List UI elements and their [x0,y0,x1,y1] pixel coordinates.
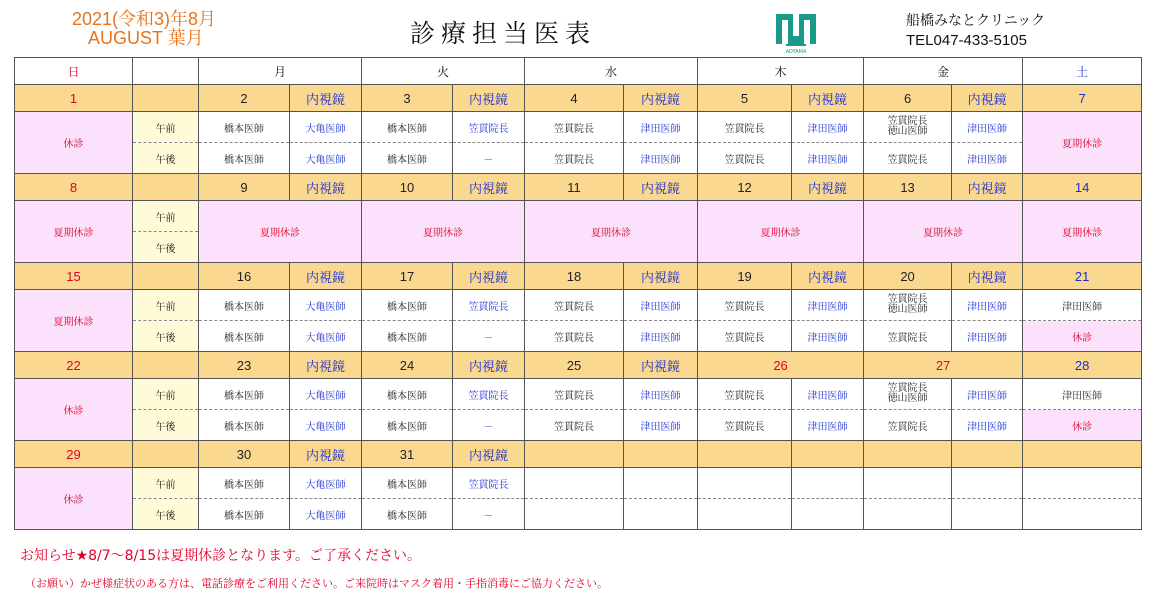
endoscopy-label: 内視鏡 [792,263,864,290]
endoscopy-label: 内視鏡 [792,85,864,112]
date-cell: 20 [864,263,952,290]
date-cell-empty [698,441,792,468]
endoscopy-label: 内視鏡 [290,85,362,112]
doctor-cell: 津田医師 [952,410,1023,441]
doctor-cell: 笠貫院長 [698,143,792,174]
date-cell-blank [133,174,199,201]
endoscopy-label: 内視鏡 [624,263,698,290]
doctor-cell: 笠貫院長 [525,143,624,174]
weekday-tue: 火 [362,58,525,85]
date-cell: 1 [15,85,133,112]
date-cell: 7 [1023,85,1142,112]
doctor-cell: 笠貫院長 [453,468,525,499]
summer-closed-cell: 夏期休診 [1023,112,1142,174]
closed-cell: 休診 [15,468,133,530]
doctor-cell: 笠貫院長 [864,143,952,174]
date-cell-empty [1023,441,1142,468]
doctor-name: 徳山医師 [887,126,928,137]
am-row [15,112,1142,143]
pm-row [15,143,1142,174]
weekday-blank [133,58,199,85]
closed-cell: 休診 [15,112,133,174]
date-cell: 23 [199,352,290,379]
doctor-cell: 橋本医師 [362,410,453,441]
empty-cell [1023,468,1142,499]
doctor-cell: 笠貫院長 [864,410,952,441]
weekday-sun: 日 [15,58,133,85]
weekday-mon: 月 [199,58,362,85]
date-cell: 8 [15,174,133,201]
date-cell: 25 [525,352,624,379]
date-cell-empty [952,441,1023,468]
logo-text: AOYAMA [785,49,807,54]
doctor-name: 徳山医師 [887,304,928,315]
endoscopy-label: 内視鏡 [453,85,525,112]
date-cell: 2 [199,85,290,112]
date-cell: 10 [362,174,453,201]
clinic-tel: TEL047-433-5105 [906,32,1027,49]
doctor-cell: 大亀医師 [290,410,362,441]
doctor-cell: 大亀医師 [290,468,362,499]
date-cell-blank [133,441,199,468]
pm-label: 午後 [133,410,199,441]
doctor-name: 笠貫院長 [887,116,928,127]
summer-closed-cell: 夏期休診 [698,201,864,263]
doctor-cell: 笠貫院長 [698,112,792,143]
closed-cell: 休診 [1023,321,1142,352]
empty-cell [792,468,864,499]
empty-cell [698,468,792,499]
date-cell: 29 [15,441,133,468]
closed-cell: 休診 [1023,410,1142,441]
date-cell: 13 [864,174,952,201]
doctor-cell: 橋本医師 [362,112,453,143]
date-cell: 22 [15,352,133,379]
endoscopy-label: 内視鏡 [290,441,362,468]
date-cell-blank [133,352,199,379]
am-row [15,379,1142,410]
doctor-cell: 津田医師 [952,112,1023,143]
doctor-cell: 津田医師 [1023,379,1142,410]
am-label: 午前 [133,290,199,321]
pm-label: 午後 [133,321,199,352]
doctor-cell: 津田医師 [952,321,1023,352]
doctor-cell: 笠貫院長 [698,379,792,410]
doctor-cell: 津田医師 [792,143,864,174]
date-row [15,441,1142,468]
am-row [15,468,1142,499]
date-cell: 18 [525,263,624,290]
endoscopy-label: 内視鏡 [453,263,525,290]
dash-cell: － [453,321,525,352]
doctor-cell: 笠貫院長 [525,321,624,352]
date-cell: 24 [362,352,453,379]
empty-cell [864,499,952,530]
month-heading-line1: 2021(令和3)年8月 [72,9,217,29]
doctor-name: 笠貫院長 [887,383,928,394]
doctor-cell: 津田医師 [792,112,864,143]
endoscopy-label: 内視鏡 [453,174,525,201]
endoscopy-label: 内視鏡 [290,352,362,379]
empty-cell [1023,499,1142,530]
doctor-cell: 笠貫院長 [525,379,624,410]
summer-closed-cell: 夏期休診 [15,290,133,352]
doctor-cell: 橋本医師 [362,290,453,321]
date-cell: 9 [199,174,290,201]
summer-closed-cell: 夏期休診 [525,201,698,263]
empty-cell [952,499,1023,530]
summer-closed-cell: 夏期休診 [199,201,362,263]
empty-cell [792,499,864,530]
summer-closed-cell: 夏期休診 [864,201,1023,263]
date-cell-empty [864,441,952,468]
doctor-cell: 橋本医師 [362,143,453,174]
doctor-cell: 笠貫院長 [453,290,525,321]
pm-row [15,321,1142,352]
date-cell: 14 [1023,174,1142,201]
am-row [15,201,1142,232]
doctor-cell: 笠貫院長 [864,321,952,352]
am-label: 午前 [133,468,199,499]
clinic-info [906,11,1045,51]
doctor-cell: 笠貫院長 [453,379,525,410]
date-cell-holiday: 27 [864,352,1023,379]
empty-cell [525,499,624,530]
pm-label: 午後 [133,232,199,263]
endoscopy-label: 内視鏡 [624,174,698,201]
date-cell-blank [133,85,199,112]
doctor-cell: 笠貫院長 [525,410,624,441]
date-row [15,85,1142,112]
pm-label: 午後 [133,499,199,530]
doctor-cell: 笠貫院長 [698,410,792,441]
date-row [15,263,1142,290]
weekday-sat: 土 [1023,58,1142,85]
am-row [15,290,1142,321]
date-row [15,352,1142,379]
date-cell: 31 [362,441,453,468]
clinic-name: 船橋みなとクリニック [906,13,1046,29]
summer-closure-notice: お知らせ★8/7～8/15は夏期休診となります。ご了承ください。 [20,548,421,564]
empty-cell [952,468,1023,499]
endoscopy-label: 内視鏡 [624,352,698,379]
page-title: 診療担当医表 [410,19,597,48]
doctor-cell: 橋本医師 [199,410,290,441]
doctor-cell: 橋本医師 [362,321,453,352]
endoscopy-label: 内視鏡 [952,263,1023,290]
am-label: 午前 [133,201,199,232]
date-cell: 4 [525,85,624,112]
doctor-cell: 橋本医師 [199,499,290,530]
doctor-cell: 津田医師 [624,379,698,410]
doctor-cell-double [864,112,952,143]
date-cell-empty [525,441,624,468]
date-cell: 3 [362,85,453,112]
am-label: 午前 [133,379,199,410]
endoscopy-label: 内視鏡 [792,174,864,201]
date-cell: 16 [199,263,290,290]
endoscopy-label: 内視鏡 [453,441,525,468]
doctor-cell: 笠貫院長 [698,321,792,352]
doctor-cell: 津田医師 [952,290,1023,321]
weekday-fri: 金 [864,58,1023,85]
summer-closed-cell: 夏期休診 [15,201,133,263]
doctor-cell: 津田医師 [792,290,864,321]
doctor-cell: 橋本医師 [199,379,290,410]
dash-cell: － [453,410,525,441]
empty-cell [698,499,792,530]
summer-closed-cell: 夏期休診 [362,201,525,263]
pm-label: 午後 [133,143,199,174]
schedule-table [14,57,1142,530]
date-cell: 19 [698,263,792,290]
endoscopy-label: 内視鏡 [952,85,1023,112]
date-row [15,174,1142,201]
endoscopy-label: 内視鏡 [290,263,362,290]
date-cell-blank [133,263,199,290]
doctor-cell: 津田医師 [792,321,864,352]
dash-cell: － [453,143,525,174]
doctor-cell: 津田医師 [624,112,698,143]
am-label: 午前 [133,112,199,143]
month-heading [72,10,292,48]
endoscopy-label: 内視鏡 [952,174,1023,201]
endoscopy-label: 内視鏡 [624,85,698,112]
date-cell: 30 [199,441,290,468]
doctor-cell: 大亀医師 [290,143,362,174]
doctor-cell: 津田医師 [624,290,698,321]
doctor-cell: 津田医師 [792,410,864,441]
date-cell-holiday: 26 [698,352,864,379]
doctor-cell: 橋本医師 [199,143,290,174]
endoscopy-label: 内視鏡 [453,352,525,379]
doctor-cell: 橋本医師 [199,468,290,499]
doctor-name: 徳山医師 [887,393,928,404]
doctor-cell: 笠貫院長 [453,112,525,143]
empty-cell [525,468,624,499]
doctor-cell: 大亀医師 [290,379,362,410]
date-cell-empty [792,441,864,468]
doctor-cell: 笠貫院長 [525,112,624,143]
month-heading-line2: AUGUST 葉月 [88,28,204,48]
date-cell: 17 [362,263,453,290]
date-cell: 11 [525,174,624,201]
date-cell: 12 [698,174,792,201]
date-cell: 6 [864,85,952,112]
doctor-cell: 津田医師 [624,321,698,352]
pm-row [15,410,1142,441]
endoscopy-label: 内視鏡 [290,174,362,201]
doctor-cell: 津田医師 [952,379,1023,410]
pm-row [15,499,1142,530]
closed-cell: 休診 [15,379,133,441]
doctor-cell: 橋本医師 [362,499,453,530]
empty-cell [864,468,952,499]
doctor-cell: 大亀医師 [290,290,362,321]
doctor-cell: 津田医師 [792,379,864,410]
doctor-cell: 笠貫院長 [698,290,792,321]
date-cell: 21 [1023,263,1142,290]
empty-cell [624,468,698,499]
doctor-cell: 橋本医師 [362,379,453,410]
date-cell: 15 [15,263,133,290]
weekday-wed: 水 [525,58,698,85]
date-cell-empty [624,441,698,468]
doctor-cell: 橋本医師 [199,290,290,321]
doctor-cell: 大亀医師 [290,112,362,143]
doctor-cell: 大亀医師 [290,499,362,530]
empty-cell [624,499,698,530]
cold-symptom-request-note: （お願い）かぜ様症状のある方は、電話診療をご利用ください。ご来院時はマスク着用・手指消毒にご協力ください。 [25,577,608,590]
doctor-cell: 津田医師 [1023,290,1142,321]
doctor-cell: 津田医師 [624,410,698,441]
clinic-logo [776,12,816,54]
doctor-cell-double [864,379,952,410]
doctor-cell: 津田医師 [952,143,1023,174]
dash-cell: － [453,499,525,530]
date-cell: 28 [1023,352,1142,379]
doctor-cell-double [864,290,952,321]
doctor-cell: 橋本医師 [199,321,290,352]
weekday-thu: 木 [698,58,864,85]
doctor-cell: 大亀医師 [290,321,362,352]
summer-closed-cell: 夏期休診 [1023,201,1142,263]
weekday-header-row [15,58,1142,85]
doctor-cell: 津田医師 [624,143,698,174]
doctor-name: 笠貫院長 [887,294,928,305]
date-cell: 5 [698,85,792,112]
doctor-cell: 笠貫院長 [525,290,624,321]
doctor-cell: 橋本医師 [199,112,290,143]
doctor-cell: 橋本医師 [362,468,453,499]
